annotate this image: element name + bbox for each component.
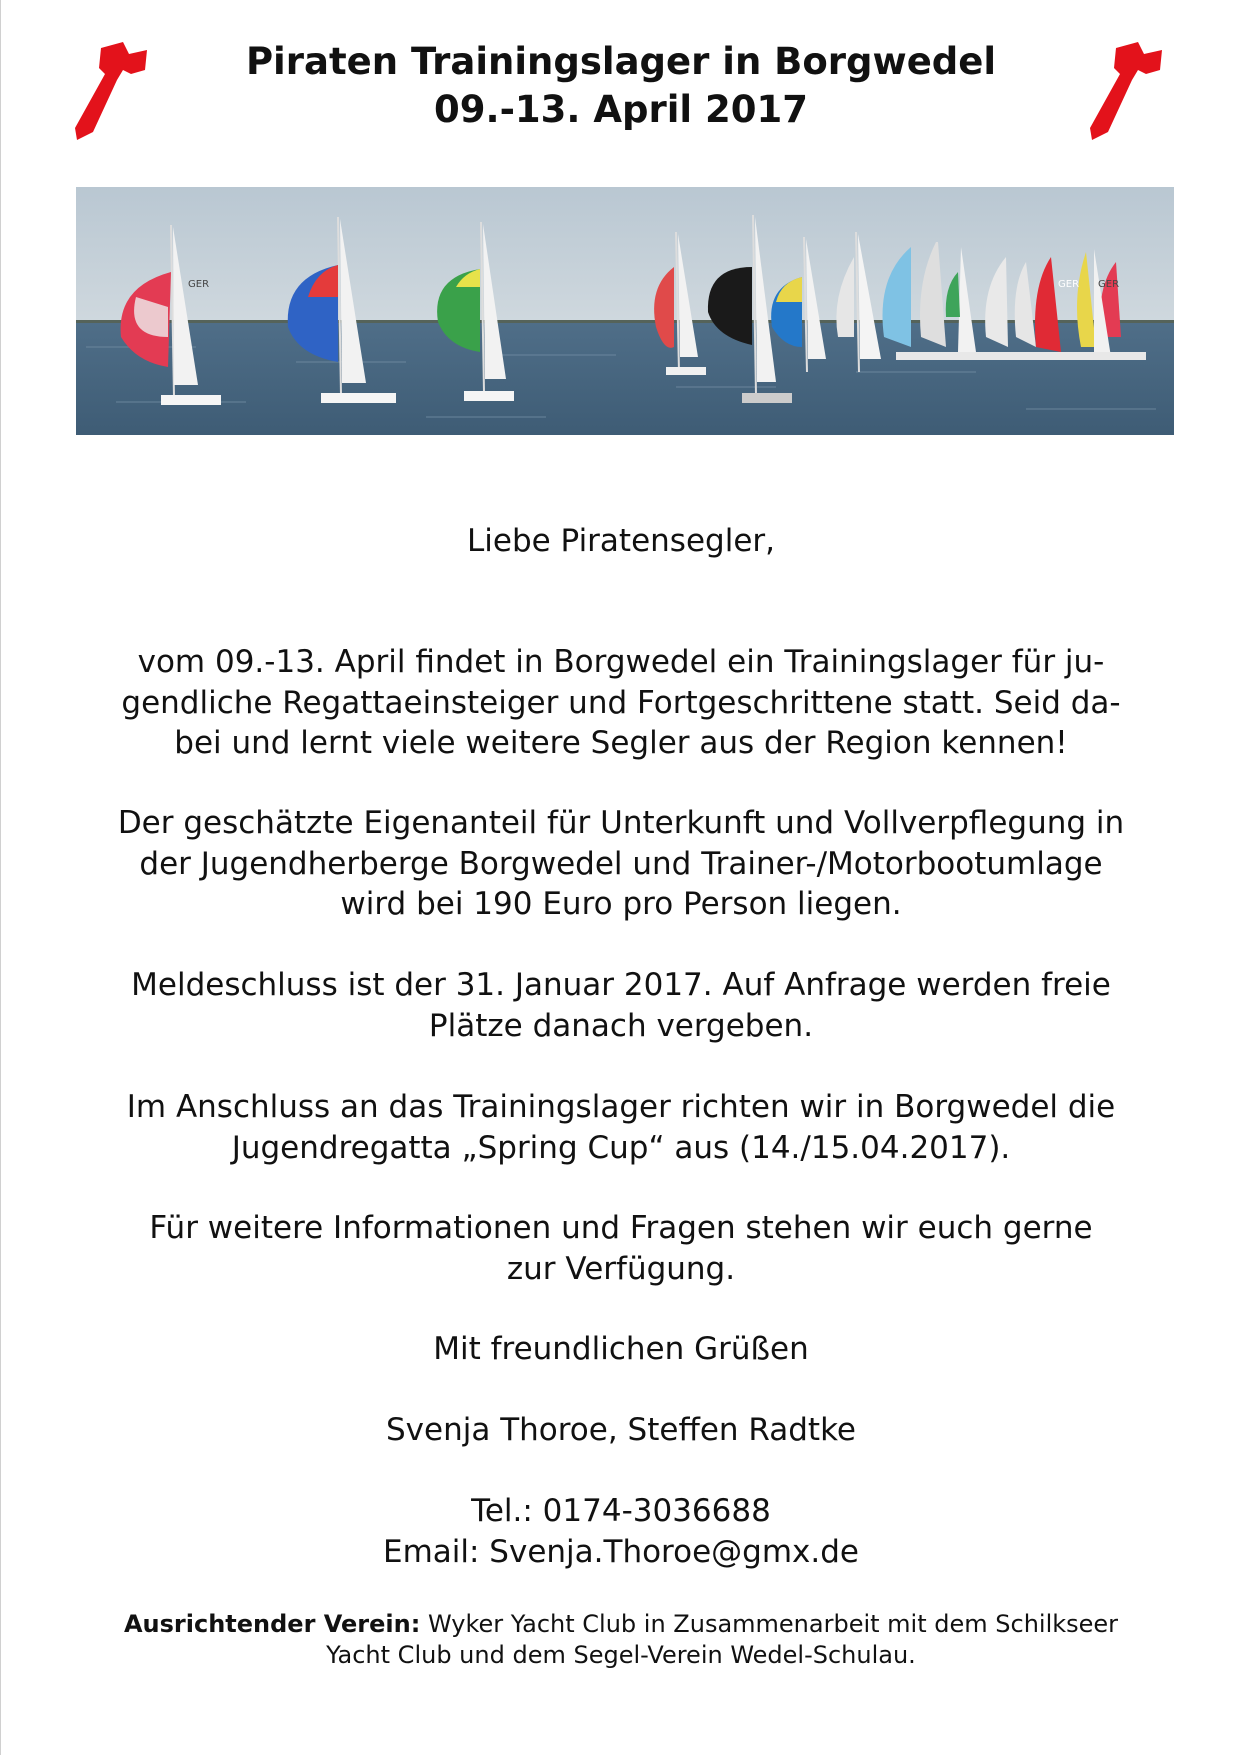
text-line: gendliche Regattaeinsteiger und Fortgeschrittene statt. Seid da- — [121, 684, 1121, 721]
text-line: Meldeschluss ist der 31. Januar 2017. Auf Anfrage werden freie — [131, 967, 1111, 1003]
pirate-class-logo-icon — [71, 40, 161, 140]
names-text: Svenja Thoroe, Steffen Radtke — [385, 1412, 856, 1448]
paragraph-spring-cup — [71, 1087, 1171, 1168]
organizer-label: Ausrichtender Verein: — [123, 1610, 421, 1638]
organizer-line-2: Yacht Club und dem Segel-Verein Wedel-Schulau. — [326, 1641, 916, 1669]
email-address[interactable]: Email: Svenja.Thoroe@gmx.de — [383, 1533, 859, 1570]
page-title — [151, 38, 1091, 134]
greeting — [71, 521, 1171, 562]
organizer-line-1: Wyker Yacht Club in Zusammenarbeit mit dem Schilkseer — [420, 1610, 1119, 1638]
text-line: der Jugendherberge Borgwedel und Trainer-/Motorbootumlage — [139, 845, 1103, 882]
sailing-regatta-photo — [76, 187, 1174, 435]
contact-info — [71, 1491, 1171, 1572]
text-line: Für weitere Informationen und Fragen stehen wir euch gerne — [149, 1210, 1093, 1246]
sail-number: GER — [1058, 279, 1080, 290]
paragraph-info — [71, 1208, 1171, 1289]
text-line: bei und lernt viele weitere Segler aus der Region kennen! — [174, 725, 1068, 761]
text-line: Plätze danach vergeben. — [428, 1007, 814, 1044]
closing — [71, 1329, 1171, 1370]
organizer-footer — [71, 1609, 1171, 1671]
greeting-text: Liebe Piratensegler, — [467, 523, 775, 559]
paragraph-training-camp — [71, 642, 1171, 764]
text-line: wird bei 190 Euro pro Person liegen. — [340, 886, 902, 922]
phone-number: Tel.: 0174-3036688 — [471, 1493, 771, 1529]
signature-names — [71, 1410, 1171, 1451]
sail-number: GER — [188, 279, 210, 290]
text-line: Im Anschluss an das Trainingslager richten wir in Borgwedel die — [126, 1089, 1116, 1125]
text-line: vom 09.-13. April findet in Borgwedel ein Trainingslager für ju- — [137, 644, 1105, 680]
text-line: zur Verfügung. — [506, 1250, 736, 1287]
paragraph-costs — [71, 803, 1171, 925]
closing-text: Mit freundlichen Grüßen — [433, 1331, 809, 1367]
text-line: Jugendregatta „Spring Cup“ aus (14./15.04.2017). — [231, 1129, 1011, 1166]
text-line: Der geschätzte Eigenanteil für Unterkunft und Vollverpflegung in — [117, 805, 1125, 841]
title-line-2: 09.-13. April 2017 — [434, 88, 808, 131]
title-line-1: Piraten Trainingslager in Borgwedel — [245, 40, 997, 83]
pirate-class-logo-icon — [1086, 40, 1176, 140]
sail-number: GER — [1098, 279, 1120, 290]
paragraph-deadline — [71, 965, 1171, 1046]
